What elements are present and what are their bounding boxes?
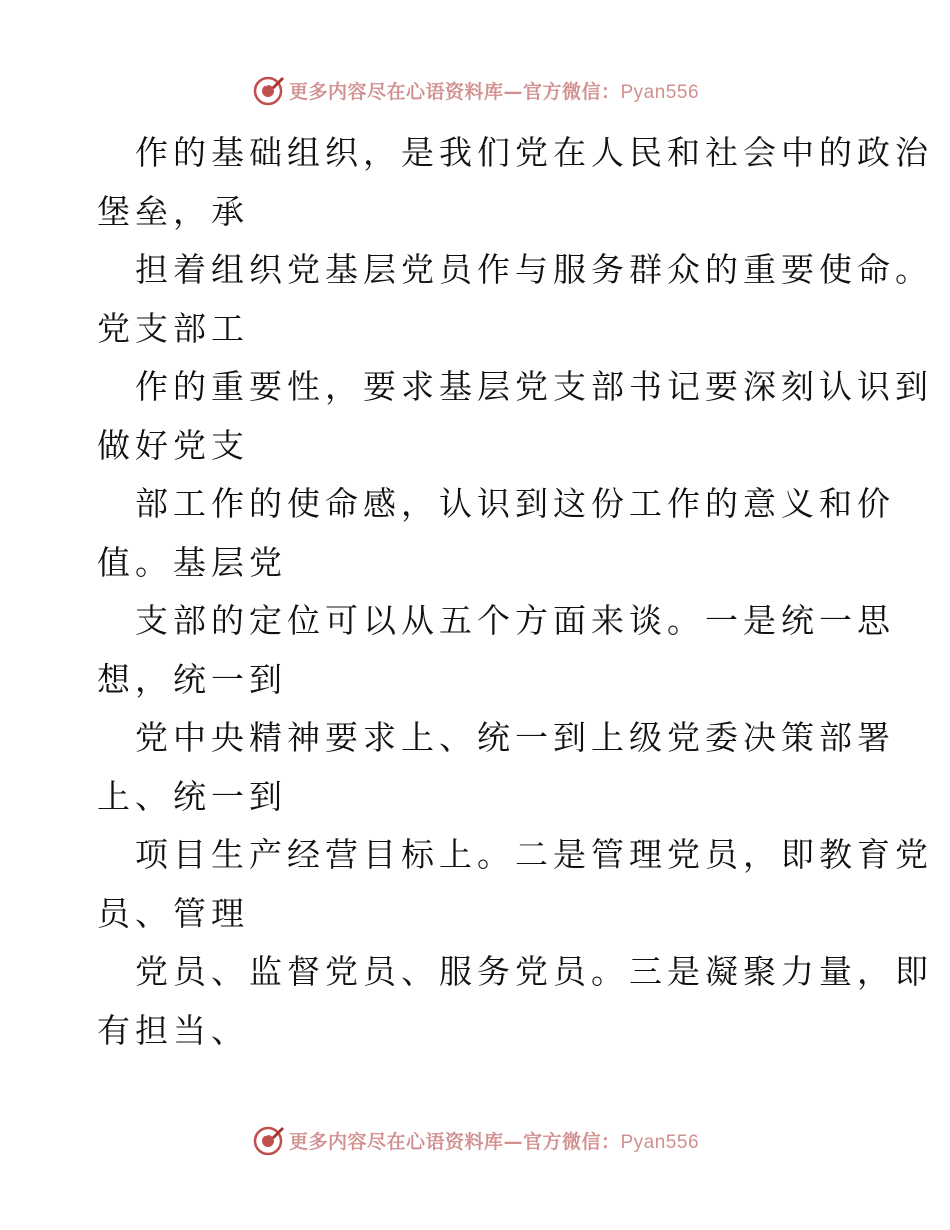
body-line: 做好党支	[97, 425, 249, 465]
body-line: 有担当、	[97, 1010, 249, 1050]
body-line: 作的基础组织，是我们党在人民和社会中的政治	[135, 133, 933, 172]
footer-watermark-text: 更多内容尽在心语资料库—官方微信：	[288, 1130, 621, 1153]
body-line: 上、统一到	[97, 776, 287, 816]
body-line: 值。基层党	[97, 542, 287, 582]
body-line: 党中央精神要求上、统一到上级党委决策部署	[135, 718, 895, 757]
body-line: 担着组织党基层党员作与服务群众的重要使命。	[135, 250, 933, 289]
footer-watermark	[0, 1120, 950, 1160]
body-line: 部工作的使命感，认识到这份工作的意义和价	[135, 484, 895, 523]
body-line: 项目生产经营目标上。二是管理党员，即教育党	[135, 835, 933, 874]
pen-nib-circle-logo-icon	[251, 1123, 285, 1157]
pen-nib-circle-logo-icon	[251, 73, 285, 107]
body-line: 想，统一到	[97, 659, 287, 699]
body-line: 支部的定位可以从五个方面来谈。一是统一思	[135, 601, 895, 640]
body-line: 党员、监督党员、服务党员。三是凝聚力量，即	[135, 952, 933, 991]
body-line: 堡垒，承	[97, 191, 249, 231]
footer-watermark-handle: Pyan556	[620, 1131, 700, 1153]
body-line: 党支部工	[97, 308, 249, 348]
body-line: 作的重要性，要求基层党支部书记要深刻认识到	[135, 367, 933, 406]
body-line: 员、管理	[97, 893, 249, 933]
document-body	[97, 124, 933, 1060]
header-watermark-handle: Pyan556	[620, 81, 700, 103]
header-watermark	[0, 70, 950, 110]
header-watermark-text: 更多内容尽在心语资料库—官方微信：	[288, 80, 621, 103]
